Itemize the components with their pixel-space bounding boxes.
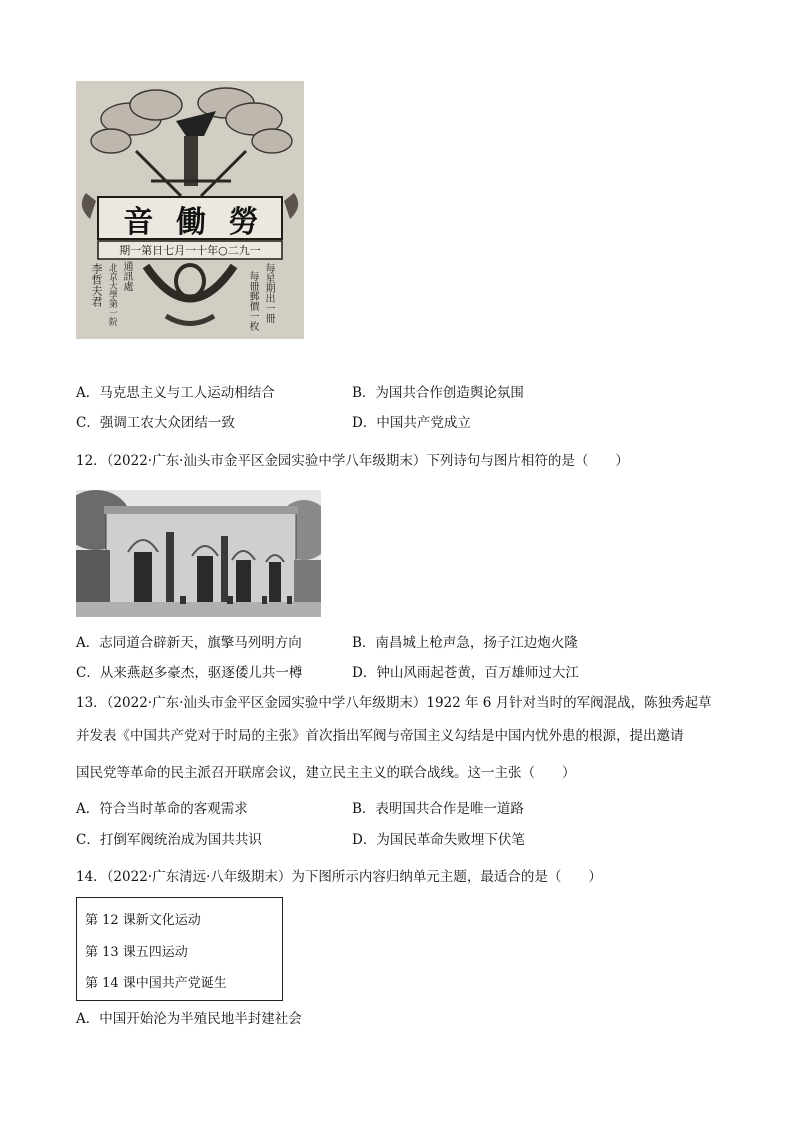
q13-option-a: A．符合当时革命的客观需求 — [76, 801, 248, 817]
q11-option-d: D．中国共产党成立 — [352, 415, 471, 431]
cover-title-char: 勞 — [228, 205, 259, 240]
q12-stem: 12．（2022·广东·汕头市金平区金园实验中学八年级期末）下列诗句与图片相符的是（ ） — [76, 453, 629, 469]
q14-box-line-3: 第 14 课中国共产党诞生 — [85, 976, 227, 991]
q13-option-b: B．表明国共合作是唯一道路 — [352, 801, 524, 817]
cover-right-text: 北京大學第一院 — [107, 263, 117, 326]
q11-option-c: C．强调工农大众团结一致 — [76, 415, 235, 431]
q13-stem-line-1: 13．（2022·广东·汕头市金平区金园实验中学八年级期末）1922 年 6 月针对当时的军阀混战，陈独秀起草 — [76, 695, 712, 711]
q14-option-a: A．中国开始沦为半殖民地半封建社会 — [76, 1011, 302, 1027]
q14-box-line-2: 第 13 课五四运动 — [85, 945, 188, 960]
cover-title-char: 音 — [123, 205, 154, 240]
cover-left-text: 每星期出一冊 — [263, 263, 274, 323]
q12-option-d: D．钟山风雨起苍黄，百万雄师过大江 — [352, 665, 579, 681]
q14-box-line-1: 第 12 课新文化运动 — [85, 913, 201, 928]
cover-title-char: 働 — [175, 205, 206, 240]
q13-option-c: C．打倒军阀统治成为国共共识 — [76, 832, 262, 848]
q14-stem: 14．（2022·广东清远·八年级期末）为下图所示内容归纳单元主题，最适合的是（ ） — [76, 869, 602, 885]
labor-voice-cover-image — [76, 81, 304, 339]
cover-right-text: 李哲夫君 — [90, 263, 103, 307]
nanchang-building-photo — [76, 490, 321, 617]
q13-stem-line-2: 并发表《中国共产党对于时局的主张》首次指出军阀与帝国主义勾结是中国内忧外患的根源，提出邀请 — [76, 728, 684, 744]
q13-option-d: D．为国民革命失败埋下伏笔 — [352, 832, 525, 848]
q11-option-b: B．为国共合作创造舆论氛围 — [352, 385, 524, 401]
q12-option-a: A．志同道合辟新天，旗擎马列明方向 — [76, 635, 302, 651]
q14-lesson-box — [76, 897, 283, 1001]
q12-option-b: B．南昌城上枪声急，扬子江边炮火隆 — [352, 635, 578, 651]
q13-stem-line-3: 国民党等革命的民主派召开联席会议，建立民主主义的联合战线。这一主张（ ） — [76, 765, 576, 781]
q12-option-c: C．从来燕赵多豪杰，驱逐倭儿共一樽 — [76, 665, 303, 681]
cover-date-line: 一九二○年十一月七日第一期 — [119, 244, 261, 257]
cover-right-text: 通訊處 — [121, 261, 132, 291]
q11-option-a: A．马克思主义与工人运动相结合 — [76, 385, 275, 401]
cover-left-text: 每冊郵價一枚 — [247, 271, 258, 331]
